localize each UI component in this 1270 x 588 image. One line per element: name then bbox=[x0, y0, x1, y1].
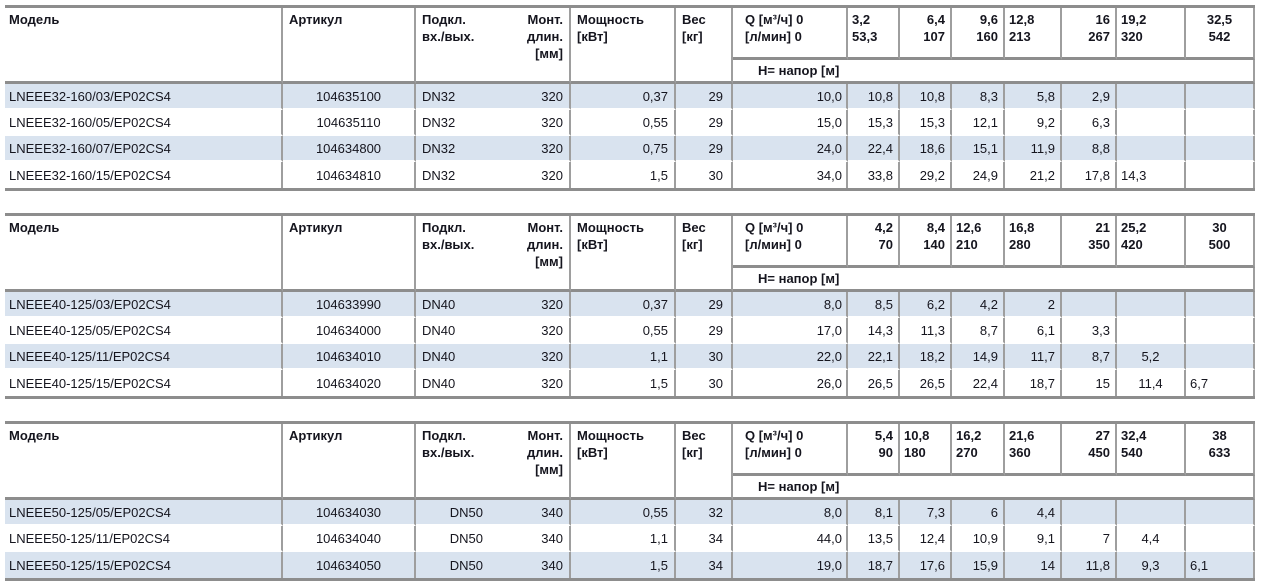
mount-cell: 340 bbox=[491, 552, 571, 578]
head-value-cell: 6,7 bbox=[1186, 370, 1255, 396]
power-cell: 1,1 bbox=[571, 526, 676, 552]
q-flow-value-header: 21 350 bbox=[1062, 216, 1117, 268]
head-value-cell bbox=[1117, 318, 1186, 344]
head-value-cell: 18,6 bbox=[900, 136, 952, 162]
head-value-cell: 8,7 bbox=[952, 318, 1005, 344]
q-flow-value-header: 19,2 320 bbox=[1117, 8, 1186, 60]
q-flow-header: Q [м³/ч] 0 [л/мин] 0 bbox=[733, 216, 848, 268]
article-cell: 104634800 bbox=[283, 136, 416, 162]
head-value-cell: 15 bbox=[1062, 370, 1117, 396]
weight-cell: 32 bbox=[676, 500, 733, 526]
q-flow-value-header: 6,4 107 bbox=[900, 8, 952, 60]
power-cell: 0,55 bbox=[571, 110, 676, 136]
head-value-cell: 17,0 bbox=[733, 318, 848, 344]
head-value-cell: 24,0 bbox=[733, 136, 848, 162]
article-cell: 104634010 bbox=[283, 344, 416, 370]
article-cell: 104634050 bbox=[283, 552, 416, 578]
model-cell: LNEEE40-125/11/EP02CS4 bbox=[5, 344, 283, 370]
mount-cell: 320 bbox=[491, 110, 571, 136]
weight-cell: 29 bbox=[676, 110, 733, 136]
head-value-cell: 10,0 bbox=[733, 84, 848, 110]
head-value-cell: 22,4 bbox=[848, 136, 900, 162]
head-value-cell bbox=[1117, 136, 1186, 162]
q-flow-value-header: 30 500 bbox=[1186, 216, 1255, 268]
power-cell: 0,37 bbox=[571, 292, 676, 318]
head-value-cell: 15,3 bbox=[900, 110, 952, 136]
q-flow-value-header: 10,8 180 bbox=[900, 424, 952, 476]
connection-cell: DN50 bbox=[416, 526, 491, 552]
model-cell: LNEEE40-125/03/EP02CS4 bbox=[5, 292, 283, 318]
model-header: Модель bbox=[5, 424, 283, 500]
head-value-cell: 22,4 bbox=[952, 370, 1005, 396]
head-value-cell: 11,8 bbox=[1062, 552, 1117, 578]
head-value-cell: 18,2 bbox=[900, 344, 952, 370]
head-value-cell: 17,6 bbox=[900, 552, 952, 578]
head-value-cell: 14,3 bbox=[1117, 162, 1186, 188]
head-value-cell: 2 bbox=[1005, 292, 1062, 318]
power-cell: 1,1 bbox=[571, 344, 676, 370]
mount-header: Монт. длин. [мм] bbox=[491, 8, 571, 84]
head-value-cell: 11,4 bbox=[1117, 370, 1186, 396]
head-value-cell bbox=[1186, 344, 1255, 370]
article-cell: 104634030 bbox=[283, 500, 416, 526]
head-value-cell: 15,1 bbox=[952, 136, 1005, 162]
weight-cell: 30 bbox=[676, 162, 733, 188]
head-value-cell: 14,3 bbox=[848, 318, 900, 344]
mount-cell: 320 bbox=[491, 292, 571, 318]
head-value-cell bbox=[1117, 292, 1186, 318]
head-value-cell: 10,9 bbox=[952, 526, 1005, 552]
q-flow-value-header: 4,2 70 bbox=[848, 216, 900, 268]
model-cell: LNEEE40-125/15/EP02CS4 bbox=[5, 370, 283, 396]
head-value-cell: 8,0 bbox=[733, 500, 848, 526]
q-flow-value-header: 32,4 540 bbox=[1117, 424, 1186, 476]
head-value-cell: 18,7 bbox=[1005, 370, 1062, 396]
head-value-cell: 6 bbox=[952, 500, 1005, 526]
power-cell: 1,5 bbox=[571, 552, 676, 578]
weight-cell: 30 bbox=[676, 370, 733, 396]
q-flow-value-header: 12,8 213 bbox=[1005, 8, 1062, 60]
power-cell: 0,55 bbox=[571, 500, 676, 526]
head-value-cell bbox=[1186, 500, 1255, 526]
power-header: Мощность [кВт] bbox=[571, 424, 676, 500]
mount-cell: 320 bbox=[491, 344, 571, 370]
article-cell: 104634020 bbox=[283, 370, 416, 396]
pump-table-lneee40 bbox=[5, 213, 1255, 399]
head-value-cell: 6,2 bbox=[900, 292, 952, 318]
head-value-cell: 13,5 bbox=[848, 526, 900, 552]
model-cell: LNEEE40-125/05/EP02CS4 bbox=[5, 318, 283, 344]
model-cell: LNEEE32-160/07/EP02CS4 bbox=[5, 136, 283, 162]
pump-table-lneee50 bbox=[5, 421, 1255, 581]
head-value-cell: 8,3 bbox=[952, 84, 1005, 110]
connection-header: Подкл. вх./вых. bbox=[416, 8, 491, 84]
head-value-cell bbox=[1186, 84, 1255, 110]
head-value-cell: 9,2 bbox=[1005, 110, 1062, 136]
head-value-cell: 4,4 bbox=[1117, 526, 1186, 552]
mount-cell: 320 bbox=[491, 318, 571, 344]
head-value-cell: 22,1 bbox=[848, 344, 900, 370]
mount-cell: 340 bbox=[491, 526, 571, 552]
model-header: Модель bbox=[5, 8, 283, 84]
head-value-cell bbox=[1062, 500, 1117, 526]
pump-table-lneee32 bbox=[5, 5, 1255, 191]
mount-cell: 320 bbox=[491, 370, 571, 396]
mount-header: Монт. длин. [мм] bbox=[491, 216, 571, 292]
model-cell: LNEEE50-125/11/EP02CS4 bbox=[5, 526, 283, 552]
head-value-cell: 22,0 bbox=[733, 344, 848, 370]
head-value-cell bbox=[1186, 162, 1255, 188]
head-row-label: H= напор [м] bbox=[733, 476, 1255, 500]
head-value-cell: 2,9 bbox=[1062, 84, 1117, 110]
connection-cell: DN40 bbox=[422, 375, 456, 391]
power-cell: 0,37 bbox=[571, 84, 676, 110]
head-value-cell: 5,2 bbox=[1117, 344, 1186, 370]
connection-cell: DN32 bbox=[416, 110, 491, 136]
article-header: Артикул bbox=[283, 216, 416, 292]
head-value-cell bbox=[1186, 110, 1255, 136]
model-cell: LNEEE32-160/03/EP02CS4 bbox=[5, 84, 283, 110]
article-cell: 104635100 bbox=[283, 84, 416, 110]
head-value-cell: 29,2 bbox=[900, 162, 952, 188]
head-value-cell: 5,8 bbox=[1005, 84, 1062, 110]
connection-header: Подкл. вх./вых. bbox=[416, 424, 491, 500]
q-flow-value-header: 16 267 bbox=[1062, 8, 1117, 60]
q-flow-value-header: 16,2 270 bbox=[952, 424, 1005, 476]
head-value-cell bbox=[1062, 292, 1117, 318]
q-flow-value-header: 12,6 210 bbox=[952, 216, 1005, 268]
q-flow-value-header: 5,4 90 bbox=[848, 424, 900, 476]
weight-cell: 29 bbox=[676, 292, 733, 318]
head-value-cell: 8,0 bbox=[733, 292, 848, 318]
q-flow-value-header: 21,6 360 bbox=[1005, 424, 1062, 476]
q-flow-header: Q [м³/ч] 0 [л/мин] 0 bbox=[733, 424, 848, 476]
head-value-cell: 18,7 bbox=[848, 552, 900, 578]
head-value-cell: 6,1 bbox=[1005, 318, 1062, 344]
head-value-cell bbox=[1117, 500, 1186, 526]
weight-header: Вес [кг] bbox=[676, 216, 733, 292]
head-value-cell: 21,2 bbox=[1005, 162, 1062, 188]
head-value-cell: 14,9 bbox=[952, 344, 1005, 370]
head-value-cell: 3,3 bbox=[1062, 318, 1117, 344]
head-value-cell: 15,9 bbox=[952, 552, 1005, 578]
head-value-cell: 8,1 bbox=[848, 500, 900, 526]
head-value-cell: 12,1 bbox=[952, 110, 1005, 136]
article-cell: 104635110 bbox=[283, 110, 416, 136]
article-cell: 104634040 bbox=[283, 526, 416, 552]
head-value-cell: 4,4 bbox=[1005, 500, 1062, 526]
article-cell: 104633990 bbox=[283, 292, 416, 318]
connection-cell: DN32 bbox=[416, 84, 491, 110]
connection-header: Подкл. вх./вых. bbox=[416, 216, 491, 292]
q-flow-value-header: 9,6 160 bbox=[952, 8, 1005, 60]
model-cell: LNEEE32-160/05/EP02CS4 bbox=[5, 110, 283, 136]
power-cell: 0,75 bbox=[571, 136, 676, 162]
mount-cell: 320 bbox=[491, 136, 571, 162]
head-value-cell: 14 bbox=[1005, 552, 1062, 578]
head-value-cell: 11,3 bbox=[900, 318, 952, 344]
head-value-cell: 26,5 bbox=[900, 370, 952, 396]
model-cell: LNEEE50-125/05/EP02CS4 bbox=[5, 500, 283, 526]
weight-cell: 29 bbox=[676, 84, 733, 110]
head-value-cell: 19,0 bbox=[733, 552, 848, 578]
power-cell: 1,5 bbox=[571, 370, 676, 396]
head-value-cell: 15,0 bbox=[733, 110, 848, 136]
q-flow-value-header: 3,2 53,3 bbox=[848, 8, 900, 60]
head-value-cell: 12,4 bbox=[900, 526, 952, 552]
head-value-cell: 17,8 bbox=[1062, 162, 1117, 188]
head-value-cell: 8,8 bbox=[1062, 136, 1117, 162]
head-value-cell: 9,1 bbox=[1005, 526, 1062, 552]
article-header: Артикул bbox=[283, 8, 416, 84]
head-value-cell bbox=[1186, 318, 1255, 344]
q-flow-header: Q [м³/ч] 0 [л/мин] 0 bbox=[733, 8, 848, 60]
q-flow-value-header: 25,2 420 bbox=[1117, 216, 1186, 268]
connection-cell: DN40 bbox=[416, 318, 491, 344]
mount-header: Монт. длин. [мм] bbox=[491, 424, 571, 500]
weight-cell: 30 bbox=[676, 344, 733, 370]
head-value-cell: 26,0 bbox=[733, 370, 848, 396]
connection-cell: DN32 bbox=[416, 136, 491, 162]
q-flow-value-header: 16,8 280 bbox=[1005, 216, 1062, 268]
connection-cell: DN40 bbox=[416, 292, 491, 318]
article-header: Артикул bbox=[283, 424, 416, 500]
article-cell: 104634810 bbox=[283, 162, 416, 188]
head-value-cell: 11,7 bbox=[1005, 344, 1062, 370]
head-value-cell: 7 bbox=[1062, 526, 1117, 552]
head-value-cell: 8,5 bbox=[848, 292, 900, 318]
head-value-cell bbox=[1186, 292, 1255, 318]
q-flow-value-header: 27 450 bbox=[1062, 424, 1117, 476]
head-value-cell: 26,5 bbox=[848, 370, 900, 396]
connection-cell: DN32 bbox=[422, 167, 456, 183]
head-value-cell: 6,3 bbox=[1062, 110, 1117, 136]
power-header: Мощность [кВт] bbox=[571, 216, 676, 292]
weight-cell: 34 bbox=[676, 552, 733, 578]
power-cell: 1,5 bbox=[571, 162, 676, 188]
head-value-cell: 6,1 bbox=[1186, 552, 1255, 578]
head-value-cell: 34,0 bbox=[733, 162, 848, 188]
head-value-cell: 24,9 bbox=[952, 162, 1005, 188]
head-value-cell: 10,8 bbox=[848, 84, 900, 110]
head-value-cell bbox=[1117, 84, 1186, 110]
mount-cell: 320 bbox=[491, 162, 571, 188]
model-header: Модель bbox=[5, 216, 283, 292]
head-value-cell: 4,2 bbox=[952, 292, 1005, 318]
weight-header: Вес [кг] bbox=[676, 8, 733, 84]
q-flow-value-header: 38 633 bbox=[1186, 424, 1255, 476]
connection-cell: DN50 bbox=[416, 500, 491, 526]
head-row-label: H= напор [м] bbox=[733, 268, 1255, 292]
connection-cell: DN50 bbox=[416, 552, 491, 578]
head-row-label: H= напор [м] bbox=[733, 60, 1255, 84]
mount-cell: 340 bbox=[491, 500, 571, 526]
head-value-cell bbox=[1117, 110, 1186, 136]
weight-header: Вес [кг] bbox=[676, 424, 733, 500]
head-value-cell: 44,0 bbox=[733, 526, 848, 552]
mount-cell: 320 bbox=[491, 84, 571, 110]
power-header: Мощность [кВт] bbox=[571, 8, 676, 84]
power-cell: 0,55 bbox=[571, 318, 676, 344]
head-value-cell: 7,3 bbox=[900, 500, 952, 526]
q-flow-value-header: 8,4 140 bbox=[900, 216, 952, 268]
head-value-cell: 33,8 bbox=[848, 162, 900, 188]
q-flow-value-header: 32,5 542 bbox=[1186, 8, 1255, 60]
head-value-cell bbox=[1186, 136, 1255, 162]
head-value-cell: 10,8 bbox=[900, 84, 952, 110]
model-cell: LNEEE50-125/15/EP02CS4 bbox=[5, 552, 283, 578]
connection-cell: DN40 bbox=[416, 344, 491, 370]
weight-cell: 29 bbox=[676, 136, 733, 162]
weight-cell: 29 bbox=[676, 318, 733, 344]
head-value-cell: 11,9 bbox=[1005, 136, 1062, 162]
head-value-cell: 8,7 bbox=[1062, 344, 1117, 370]
head-value-cell bbox=[1186, 526, 1255, 552]
article-cell: 104634000 bbox=[283, 318, 416, 344]
weight-cell: 34 bbox=[676, 526, 733, 552]
head-value-cell: 9,3 bbox=[1117, 552, 1186, 578]
head-value-cell: 15,3 bbox=[848, 110, 900, 136]
model-cell: LNEEE32-160/15/EP02CS4 bbox=[5, 162, 283, 188]
